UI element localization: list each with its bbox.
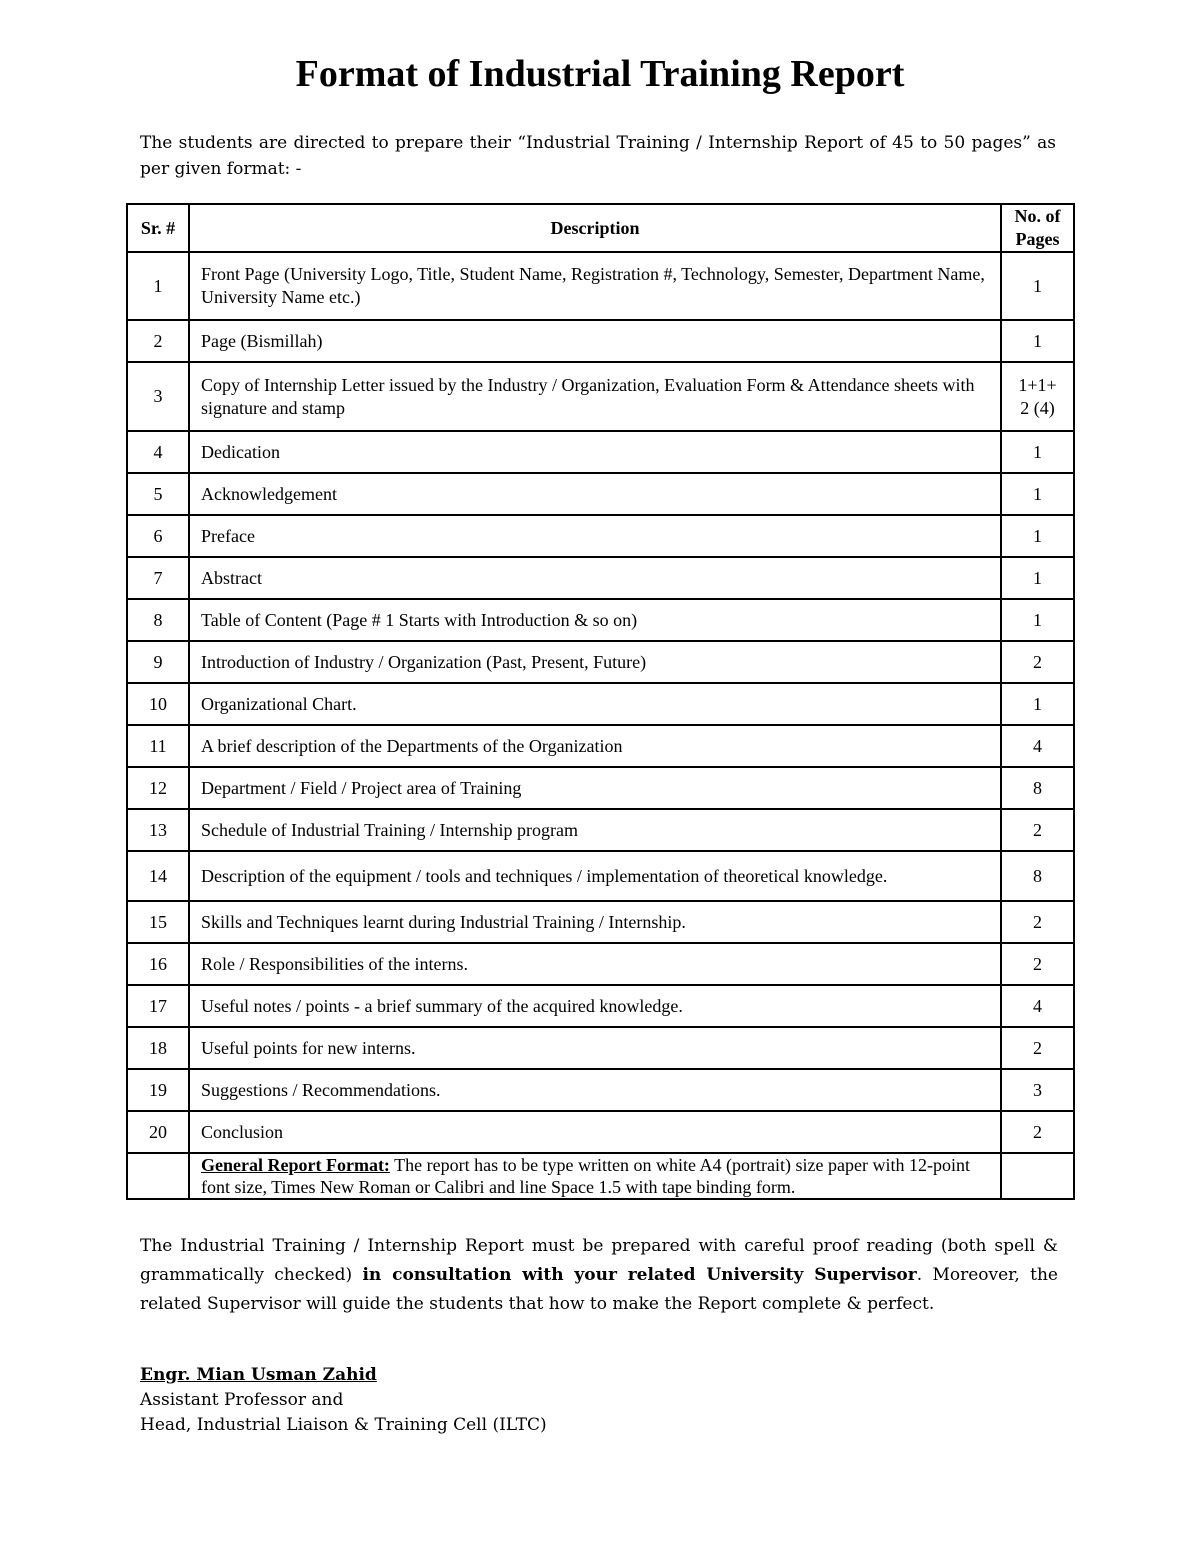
row-pages: 1: [1001, 599, 1074, 641]
row-description: Dedication: [189, 431, 1001, 473]
row-sr: 9: [127, 641, 189, 683]
closing-text-start: The Industrial Training / Internship Report must be prepared with careful proof reading (both spell & grammatically checked): [140, 1236, 1058, 1285]
row-sr: 19: [127, 1069, 189, 1111]
signatory-title-1: Assistant Professor and: [140, 1390, 344, 1410]
row-pages: 8: [1001, 851, 1074, 901]
row-pages: 4: [1001, 725, 1074, 767]
general-format-cell: [189, 1153, 1001, 1199]
row-pages: 2: [1001, 641, 1074, 683]
row-description: Introduction of Industry / Organization (Past, Present, Future): [189, 641, 1001, 683]
row-description: Abstract: [189, 557, 1001, 599]
table-row: [127, 943, 1074, 985]
row-pages: 1: [1001, 252, 1074, 320]
row-sr: 4: [127, 431, 189, 473]
table-row: [127, 599, 1074, 641]
row-pages: 2: [1001, 1027, 1074, 1069]
row-sr: 15: [127, 901, 189, 943]
row-description: Schedule of Industrial Training / Internship program: [189, 809, 1001, 851]
row-pages: 4: [1001, 985, 1074, 1027]
signature-block: [140, 1363, 547, 1438]
row-sr: 17: [127, 985, 189, 1027]
table-row: [127, 557, 1074, 599]
row-description: Suggestions / Recommendations.: [189, 1069, 1001, 1111]
row-pages: 1: [1001, 473, 1074, 515]
row-sr: 2: [127, 320, 189, 362]
general-format-pages-cell: [1001, 1153, 1074, 1199]
row-sr: 1: [127, 252, 189, 320]
table-row: [127, 683, 1074, 725]
row-description: Organizational Chart.: [189, 683, 1001, 725]
row-description: A brief description of the Departments of the Organization: [189, 725, 1001, 767]
general-format-text: The report has to be type written on white A4 (portrait) size paper with 12-point font size, Times New Roman or Calibri and line Space 1.5 with tape binding form.: [201, 1155, 970, 1197]
closing-bold-text: in consultation with your related University Supervisor: [362, 1265, 917, 1285]
row-description: Front Page (University Logo, Title, Student Name, Registration #, Technology, Semester, Department Name, University Name etc.): [189, 252, 1001, 320]
header-pages: No. of Pages: [1001, 204, 1074, 252]
row-pages: 2: [1001, 809, 1074, 851]
row-pages: 1+1+ 2 (4): [1001, 362, 1074, 431]
row-pages: 2: [1001, 943, 1074, 985]
table-row: [127, 473, 1074, 515]
row-pages: 1: [1001, 431, 1074, 473]
table-row: [127, 851, 1074, 901]
row-pages: 1: [1001, 683, 1074, 725]
row-description: Copy of Internship Letter issued by the Industry / Organization, Evaluation Form & Attendance sheets with signature and stamp: [189, 362, 1001, 431]
row-sr: 13: [127, 809, 189, 851]
table-row: [127, 985, 1074, 1027]
row-sr: 3: [127, 362, 189, 431]
general-format-label: General Report Format:: [201, 1155, 390, 1175]
row-sr: 12: [127, 767, 189, 809]
signatory-name: Engr. Mian Usman Zahid: [140, 1365, 377, 1385]
closing-paragraph: [140, 1232, 1058, 1319]
table-header-row: [127, 204, 1074, 252]
header-sr: Sr. #: [127, 204, 189, 252]
general-format-sr-cell: [127, 1153, 189, 1199]
row-sr: 5: [127, 473, 189, 515]
row-sr: 6: [127, 515, 189, 557]
table-row: [127, 725, 1074, 767]
row-pages: 2: [1001, 901, 1074, 943]
row-pages: 8: [1001, 767, 1074, 809]
general-format-row: [127, 1153, 1074, 1199]
row-description: Useful notes / points - a brief summary of the acquired knowledge.: [189, 985, 1001, 1027]
table-row: [127, 1069, 1074, 1111]
row-pages: 3: [1001, 1069, 1074, 1111]
row-sr: 16: [127, 943, 189, 985]
row-sr: 8: [127, 599, 189, 641]
signatory-title-2: Head, Industrial Liaison & Training Cell (ILTC): [140, 1415, 547, 1435]
row-description: Department / Field / Project area of Training: [189, 767, 1001, 809]
row-description: Table of Content (Page # 1 Starts with Introduction & so on): [189, 599, 1001, 641]
row-description: Description of the equipment / tools and techniques / implementation of theoretical knowledge.: [189, 851, 1001, 901]
table-row: [127, 809, 1074, 851]
table-row: [127, 320, 1074, 362]
row-sr: 11: [127, 725, 189, 767]
table-row: [127, 901, 1074, 943]
closing-text-end: . Moreover, the related Supervisor will guide the students that how to make the Report complete & perfect.: [140, 1265, 1058, 1314]
table-row: [127, 641, 1074, 683]
row-pages: 2: [1001, 1111, 1074, 1153]
row-sr: 10: [127, 683, 189, 725]
row-description: Preface: [189, 515, 1001, 557]
report-format-table: [126, 203, 1075, 1200]
row-pages: 1: [1001, 320, 1074, 362]
table-row: [127, 362, 1074, 431]
row-description: Useful points for new interns.: [189, 1027, 1001, 1069]
row-pages: 1: [1001, 557, 1074, 599]
row-description: Acknowledgement: [189, 473, 1001, 515]
row-description: Page (Bismillah): [189, 320, 1001, 362]
row-description: Conclusion: [189, 1111, 1001, 1153]
intro-paragraph: The students are directed to prepare their “Industrial Training / Internship Report of 45 to 50 pages” as per given format: -: [140, 133, 1056, 179]
row-sr: 20: [127, 1111, 189, 1153]
row-sr: 18: [127, 1027, 189, 1069]
row-sr: 7: [127, 557, 189, 599]
table-row: [127, 515, 1074, 557]
row-pages: 1: [1001, 515, 1074, 557]
table-row: [127, 1111, 1074, 1153]
row-sr: 14: [127, 851, 189, 901]
table-row: [127, 252, 1074, 320]
table-row: [127, 1027, 1074, 1069]
header-description: Description: [189, 204, 1001, 252]
row-description: Role / Responsibilities of the interns.: [189, 943, 1001, 985]
table-row: [127, 767, 1074, 809]
row-description: Skills and Techniques learnt during Industrial Training / Internship.: [189, 901, 1001, 943]
table-row: [127, 431, 1074, 473]
document-title: Format of Industrial Training Report: [295, 53, 905, 95]
